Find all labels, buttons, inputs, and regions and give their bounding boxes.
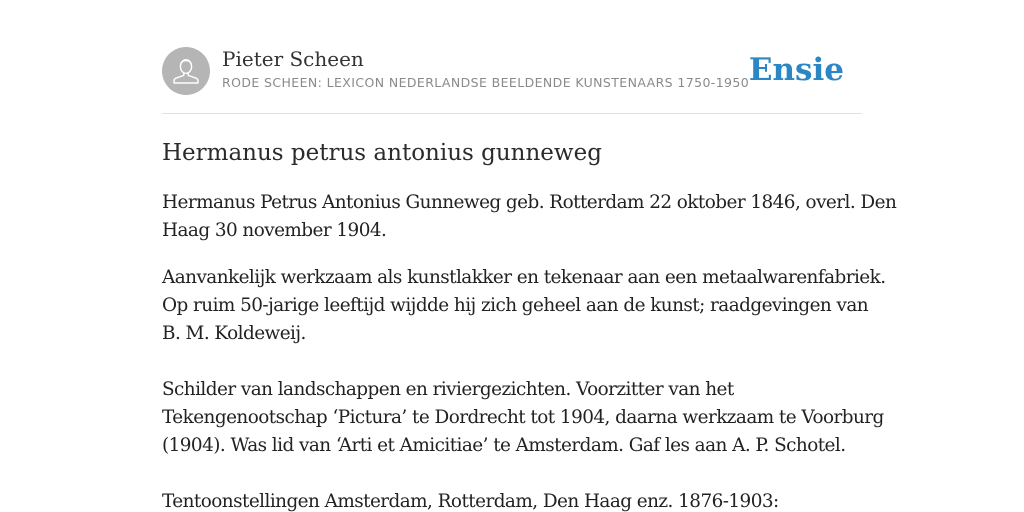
paragraph-line: Op ruim 50-jarige leeftijd wijdde hij zich geheel aan de kunst; raadgevingen van: [162, 295, 869, 316]
paragraph-line: Tentoonstellingen Amsterdam, Rotterdam, Den Haag enz. 1876-1903:: [162, 491, 779, 512]
source-publication[interactable]: RODE SCHEEN: LEXICON NEDERLANDSE BEELDENDE KUNSTENAARS 1750-1950: [222, 75, 750, 90]
paragraph-line: (1904). Was lid van ‘Arti et Amicitiae’ te Amsterdam. Gaf les aan A. P. Schotel.: [162, 435, 846, 456]
ensie-logo[interactable]: Ensie: [748, 52, 844, 88]
paragraph-line: Tekengenootschap ‘Pictura’ te Dordrecht tot 1904, daarna werkzaam te Voorburg: [162, 407, 884, 428]
header-divider: [162, 113, 862, 114]
article-paragraph: [162, 264, 886, 512]
user-silhouette-icon: [162, 47, 210, 95]
paragraph-line: Haag 30 november 1904.: [162, 220, 387, 241]
paragraph-line: Hermanus Petrus Antonius Gunneweg geb. Rotterdam 22 oktober 1846, overl. Den: [162, 192, 897, 213]
paragraph-line: Schilder van landschappen en riviergezichten. Voorzitter van het: [162, 379, 734, 400]
paragraph-break: [162, 460, 866, 488]
article-title: Hermanus petrus antonius gunneweg: [162, 140, 602, 166]
author-avatar[interactable]: [162, 47, 210, 95]
article-header: [162, 47, 862, 95]
paragraph-line: B. M. Koldeweij.: [162, 323, 306, 344]
article-content: [162, 136, 897, 512]
article-paragraph: [162, 189, 897, 245]
paragraph-break: [162, 348, 866, 376]
paragraph-line: Aanvankelijk werkzaam als kunstlakker en tekenaar aan een metaalwarenfabriek.: [162, 267, 886, 288]
author-name[interactable]: Pieter Scheen: [222, 47, 364, 71]
